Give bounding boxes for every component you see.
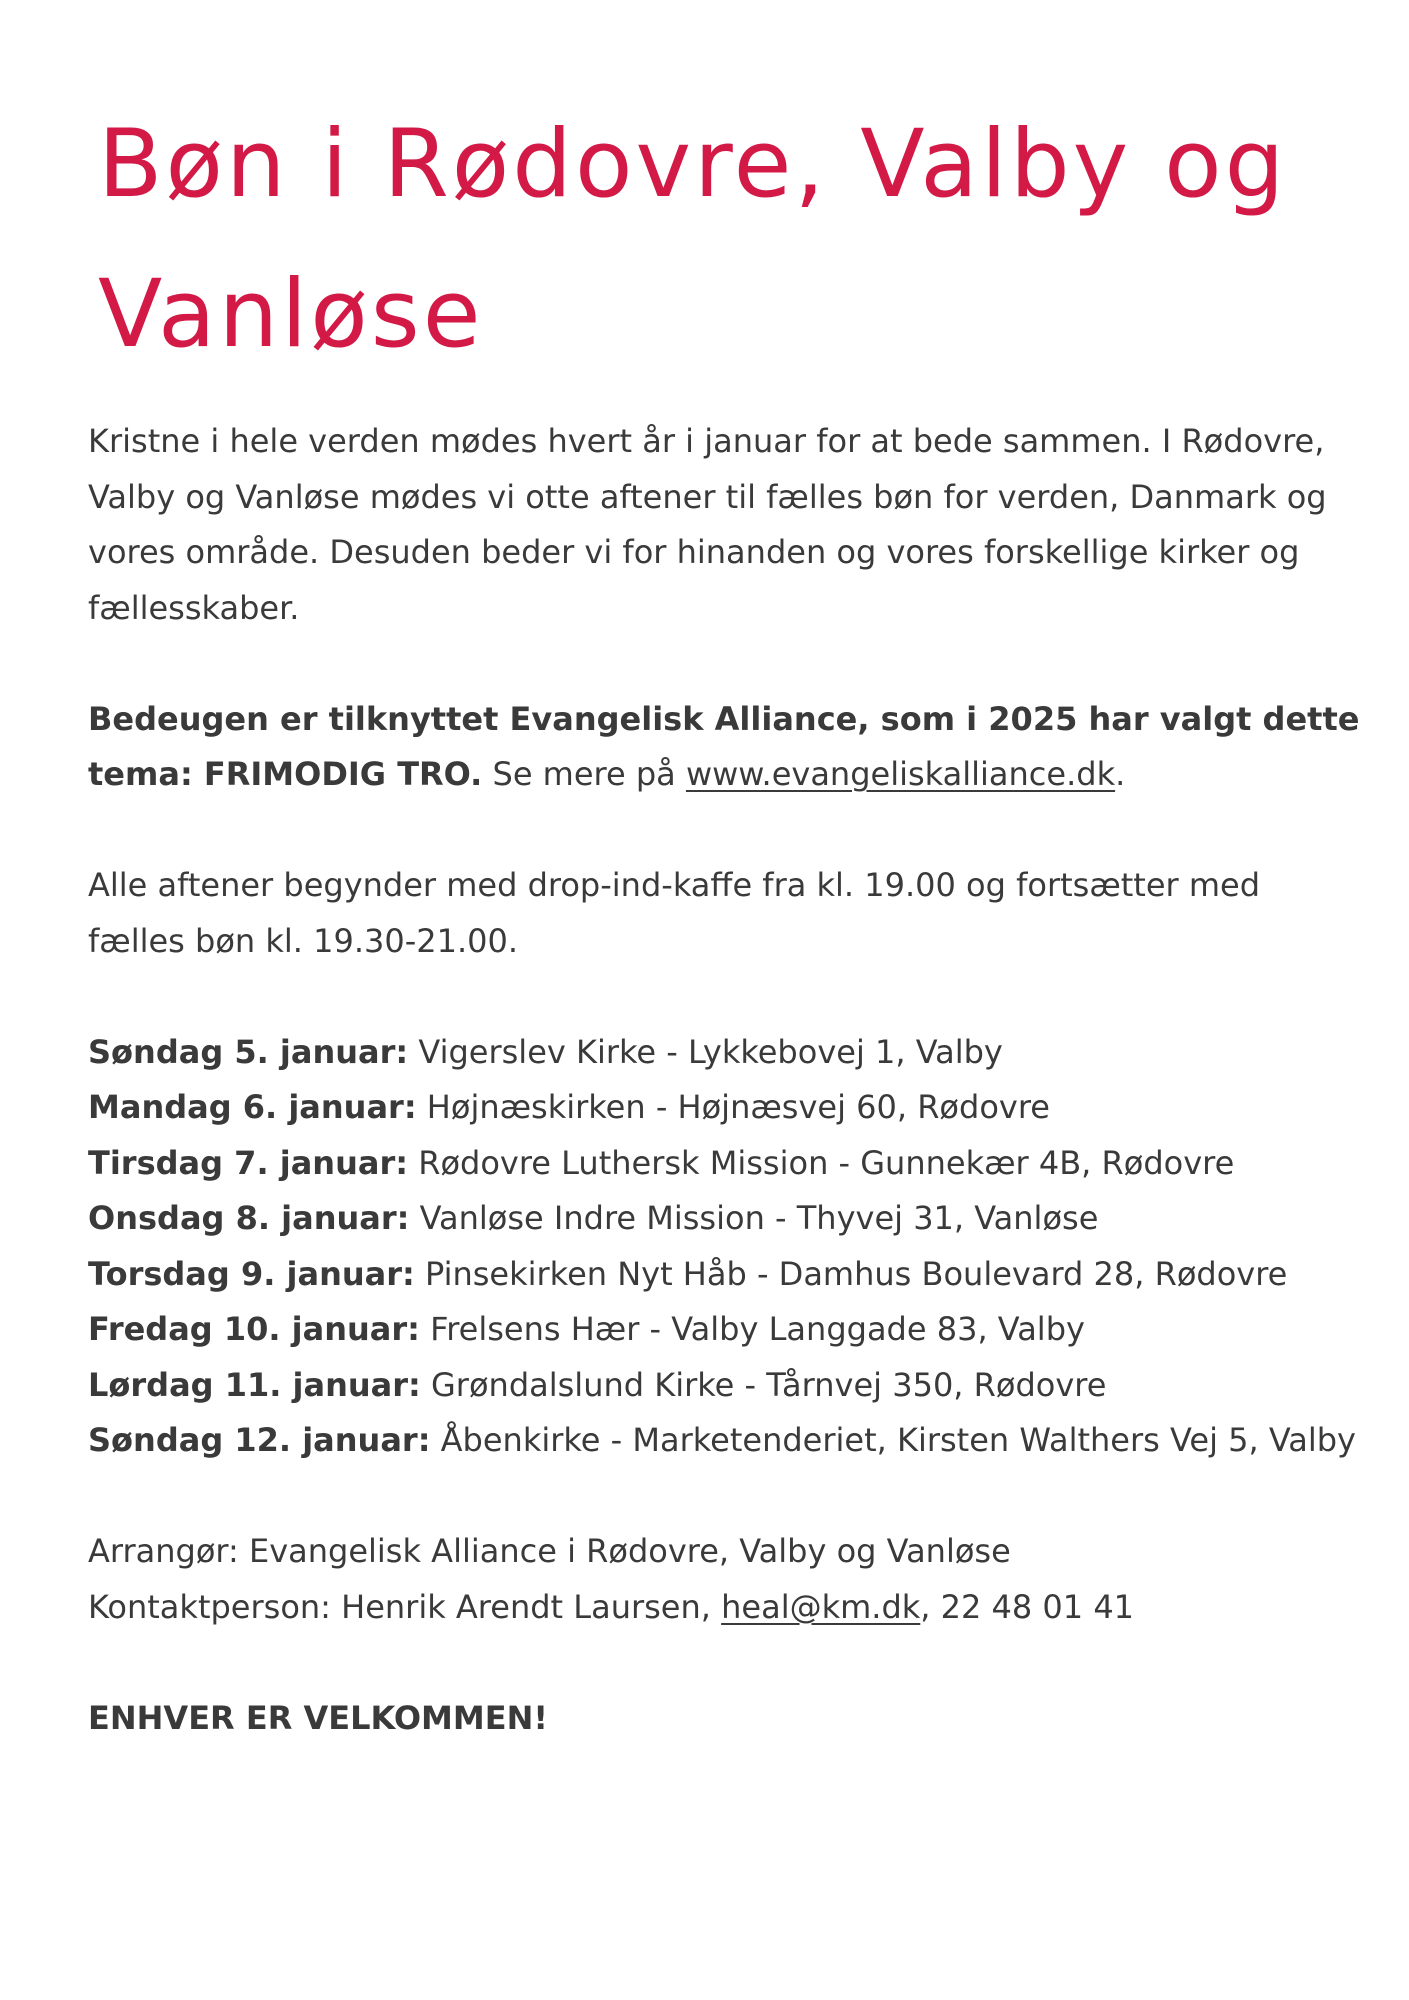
alliance-paragraph [88,692,1360,803]
closing-text: ENHVER ER VELKOMMEN! [88,1698,548,1737]
schedule-day: Onsdag 8. januar: [88,1199,410,1237]
schedule-place: Pinsekirken Nyt Håb - Damhus Boulevard 28, Rødovre [414,1254,1288,1293]
organizer-line: Arrangør: Evangelisk Alliance i Rødovre, Valby og Vanløse [88,1532,1011,1570]
alliance-theme-text: tema: FRIMODIG TRO. [88,755,483,793]
times-paragraph [88,858,1348,969]
organizer-paragraph [88,1524,1348,1635]
schedule-item [88,1302,1348,1358]
schedule-place: Vanløse Indre Mission - Thyvej 31, Vanløse [409,1199,1099,1237]
page-title [98,90,1348,390]
schedule-place: Grøndalslund Kirke - Tårnvej 350, Rødovre [420,1365,1107,1404]
schedule-day: Fredag 10. januar: [88,1310,420,1348]
see-more-text: Se mere på [482,755,686,793]
document-body [88,414,1360,1746]
schedule-day: Lørdag 11. januar: [88,1365,421,1404]
document-page [88,90,1360,1746]
alliance-website-link[interactable]: www.evangeliskalliance.dk [685,755,1116,793]
contact-person: Kontaktperson: Henrik Arendt Laursen, [88,1587,722,1626]
intro-line: Valby og Vanløse mødes vi otte aftener til fælles bøn for verden, Danmark og [88,477,1327,516]
schedule-place: Vigerslev Kirke - Lykkebovej 1, Valby [408,1032,1003,1071]
schedule-item [88,1191,1348,1247]
intro-paragraph [88,414,1348,636]
schedule-list [88,1025,1356,1469]
schedule-item [88,1247,1348,1303]
alliance-bold-text: Bedeugen er tilknyttet Evangelisk Alliance, som i 2025 har valgt dette [88,699,1360,738]
alliance-line-2 [88,747,1348,803]
page-title-line-2: Vanløse [98,260,484,369]
schedule-item [88,1413,1356,1469]
schedule-place: Åbenkirke - Marketenderiet, Kirsten Walthers Vej 5, Valby [430,1421,1356,1459]
schedule-day: Søndag 12. januar: [88,1421,431,1459]
schedule-day: Søndag 5. januar: [88,1032,409,1071]
contact-line [88,1580,1348,1636]
intro-line: Kristne i hele verden mødes hvert år i januar for at bede sammen. I Rødovre, [88,422,1325,460]
schedule-item [88,1025,1348,1081]
times-line: Alle aftener begynder med drop-ind-kaffe fra kl. 19.00 og fortsætter med [88,866,1261,904]
schedule-item [88,1358,1348,1414]
alliance-line-1 [88,692,1360,748]
intro-line: fællesskaber. [88,588,300,627]
page-title-line-1: Bøn i Rødovre, Valby og [98,110,1288,219]
closing-paragraph [88,1691,1348,1747]
contact-phone: , 22 48 01 41 [920,1587,1135,1626]
schedule-day: Torsdag 9. januar: [88,1254,415,1293]
alliance-period: . [1115,755,1126,793]
schedule-place: Højnæskirken - Højnæsvej 60, Rødovre [416,1088,1050,1126]
schedule-day: Tirsdag 7. januar: [88,1143,409,1182]
schedule-item [88,1080,1348,1136]
schedule-item [88,1136,1348,1192]
contact-email-link[interactable]: heal@km.dk [721,1587,921,1626]
schedule-day: Mandag 6. januar: [88,1088,417,1126]
schedule-place: Rødovre Luthersk Mission - Gunnekær 4B, Rødovre [408,1143,1235,1182]
schedule-place: Frelsens Hær - Valby Langgade 83, Valby [419,1310,1085,1348]
times-line: fælles bøn kl. 19.30-21.00. [88,921,519,960]
intro-line: vores område. Desuden beder vi for hinanden og vores forskellige kirker og [88,533,1300,571]
